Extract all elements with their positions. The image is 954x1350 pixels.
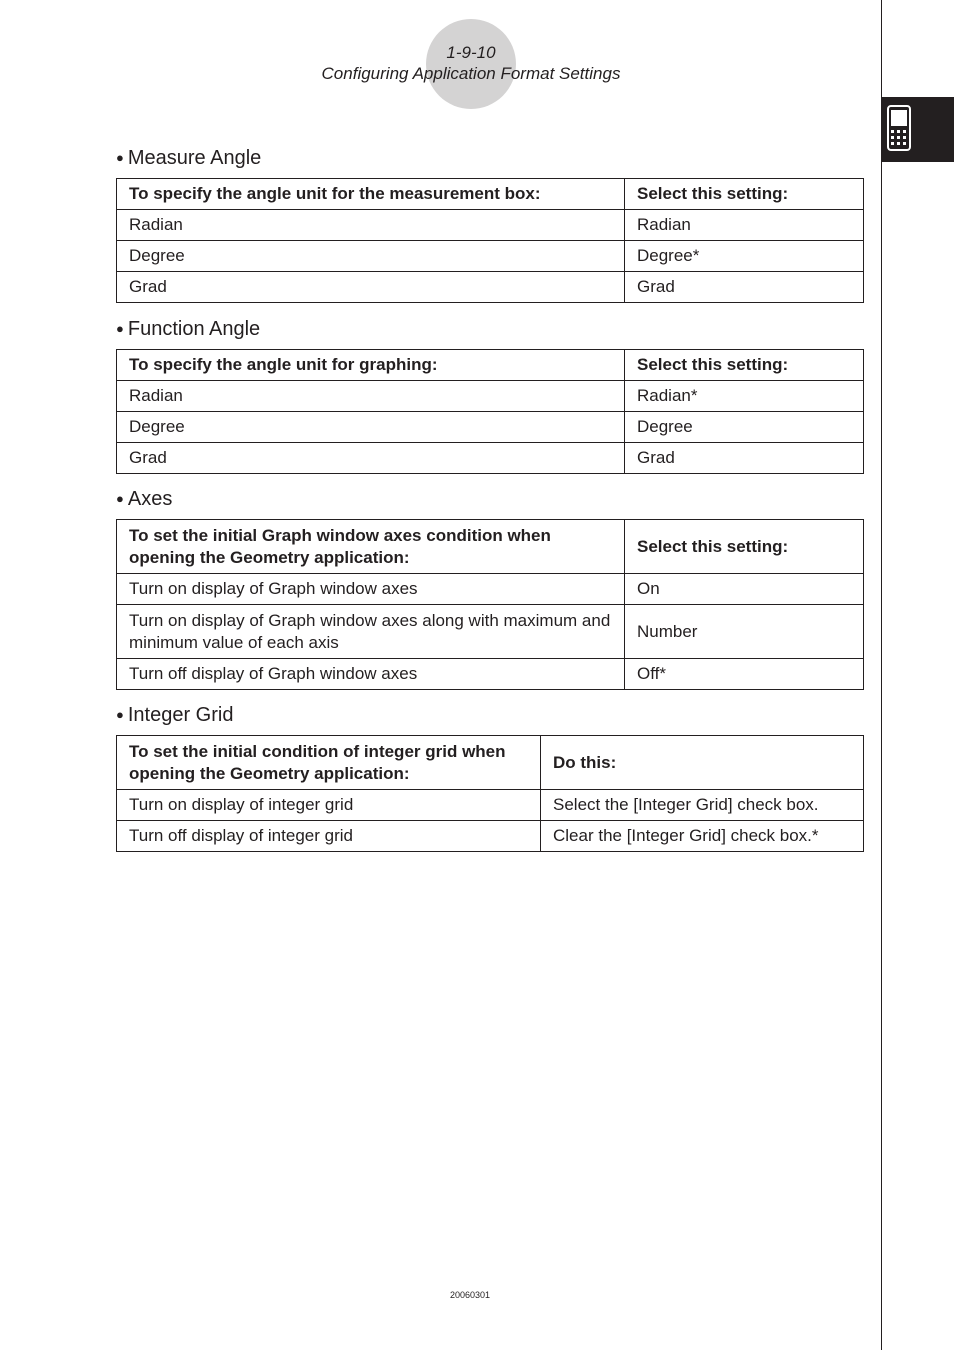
measure-angle-table [116, 178, 864, 303]
calculator-icon [887, 105, 911, 151]
table-header-row [117, 350, 864, 381]
table-cell: Grad [625, 443, 864, 474]
table-cell: Grad [117, 443, 625, 474]
table-cell: Degree [117, 412, 625, 443]
table-row [117, 821, 864, 852]
table-row [117, 412, 864, 443]
table-cell: Radian [117, 210, 625, 241]
page-title: Configuring Application Format Settings [321, 64, 621, 83]
bullet-icon: ● [116, 150, 124, 165]
table-cell: Off* [625, 659, 864, 690]
table-cell: Turn on display of Graph window axes along with maximum and minimum value of each axis [117, 605, 625, 659]
page-number: 1-9-10 [446, 43, 496, 62]
table-cell: Degree* [625, 241, 864, 272]
bullet-icon: ● [116, 491, 124, 506]
column-header: To set the initial condition of integer grid when opening the Geometry application: [117, 736, 541, 790]
chapter-tab [882, 97, 954, 162]
table-header-row [117, 520, 864, 574]
column-header: Do this: [541, 736, 864, 790]
column-header: Select this setting: [625, 350, 864, 381]
column-header: To specify the angle unit for the measurement box: [117, 179, 625, 210]
section-heading-text: Axes [127, 488, 173, 510]
integer-grid-table [116, 735, 864, 852]
table-row [117, 605, 864, 659]
section-heading-axes [116, 488, 172, 512]
table-cell: Turn off display of Graph window axes [117, 659, 625, 690]
bullet-icon: ● [116, 321, 124, 336]
table-cell: Turn on display of integer grid [117, 790, 541, 821]
column-header: Select this setting: [625, 179, 864, 210]
section-heading-measure-angle [116, 147, 261, 171]
function-angle-table [116, 349, 864, 474]
table-row [117, 241, 864, 272]
table-cell: Radian [117, 381, 625, 412]
table-row [117, 574, 864, 605]
column-header: To specify the angle unit for graphing: [117, 350, 625, 381]
table-cell: Turn on display of Graph window axes [117, 574, 625, 605]
table-cell: Grad [117, 272, 625, 303]
table-cell: Clear the [Integer Grid] check box.* [541, 821, 864, 852]
table-cell: Grad [625, 272, 864, 303]
table-row [117, 210, 864, 241]
table-row [117, 272, 864, 303]
bullet-icon: ● [116, 707, 124, 722]
table-cell: Turn off display of integer grid [117, 821, 541, 852]
table-cell: Degree [625, 412, 864, 443]
table-cell: Radian* [625, 381, 864, 412]
table-row [117, 659, 864, 690]
table-row [117, 443, 864, 474]
table-cell: Radian [625, 210, 864, 241]
section-heading-function-angle [116, 318, 260, 342]
table-cell: On [625, 574, 864, 605]
section-heading-integer-grid [116, 704, 233, 728]
table-cell: Number [625, 605, 864, 659]
footer-code: 20060301 [449, 1290, 491, 1300]
table-row [117, 381, 864, 412]
axes-table [116, 519, 864, 690]
margin-rule [881, 0, 882, 1350]
table-header-row [117, 179, 864, 210]
column-header: Select this setting: [625, 520, 864, 574]
section-heading-text: Function Angle [127, 318, 261, 340]
table-row [117, 790, 864, 821]
column-header: To set the initial Graph window axes condition when opening the Geometry application: [117, 520, 625, 574]
table-header-row [117, 736, 864, 790]
table-cell: Degree [117, 241, 625, 272]
section-heading-text: Measure Angle [127, 147, 262, 169]
section-heading-text: Integer Grid [127, 704, 234, 726]
table-cell: Select the [Integer Grid] check box. [541, 790, 864, 821]
